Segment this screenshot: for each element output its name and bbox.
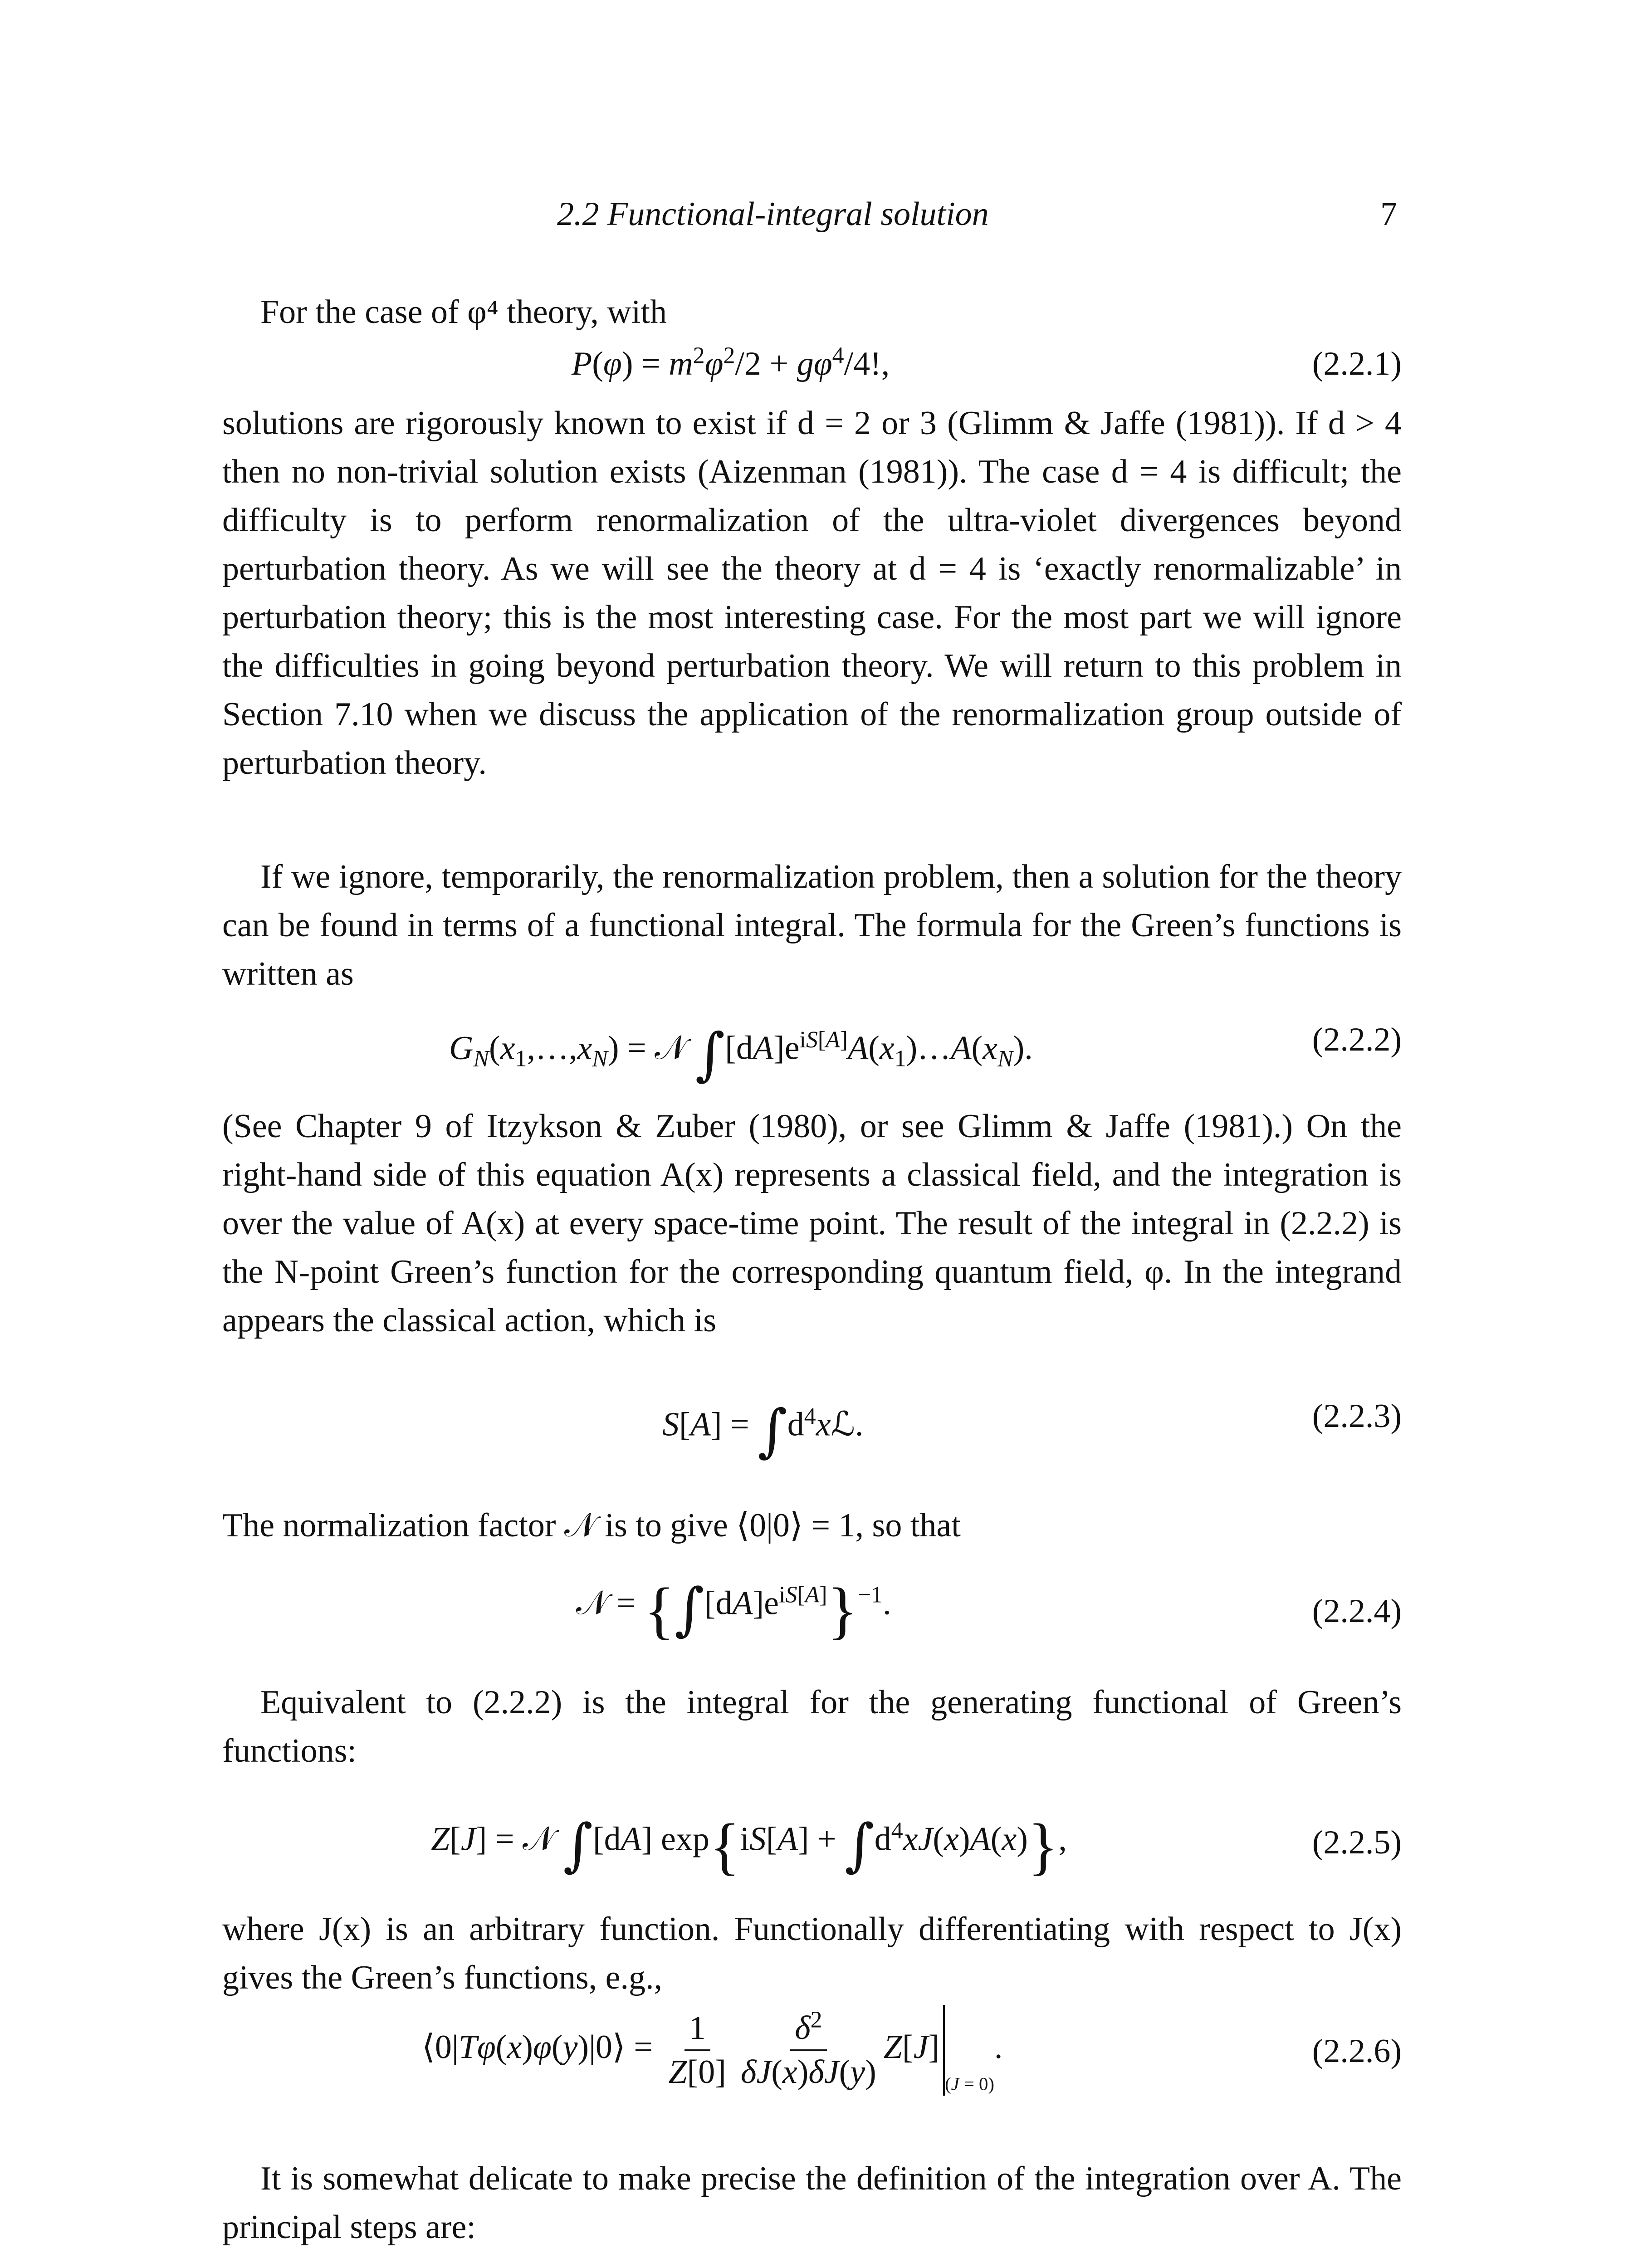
- equation-2-2-4-number: (2.2.4): [1312, 1593, 1402, 1630]
- paragraph-4-text: (See Chapter 9 of Itzykson & Zuber (1980), or see Glimm & Jaffe (1981).) On the right-hand side of this equation A(x) represents a classical field, and the integration is over the value of A(x) at every space-time point. The result of the integral in (2.2.2) is the N-point Green’s function for the corresponding quantum field, φ. In the integrand appears the classical action, which is: [222, 1108, 1402, 1339]
- equation-2-2-1: [222, 342, 1402, 399]
- equation-2-2-6-body: ⟨0|Tφ(x)φ(y)|0⟩ = $\frac{1}{Z[0]}$ $\frac{\delta^2}{\delta J(x)\delta J(y)}$ $Z[J]_{(J = 0)}$.: [422, 2005, 1002, 2096]
- equation-2-2-1-number: (2.2.1): [1312, 345, 1402, 382]
- paragraph-8-text: It is somewhat delicate to make precise the definition of the integration over A. The principal steps are:: [222, 2160, 1402, 2246]
- paragraph-3: [222, 853, 1402, 998]
- running-header: [0, 195, 1633, 245]
- equation-2-2-4: [222, 1565, 1402, 1665]
- paragraph-6: [222, 1678, 1402, 1775]
- paragraph-1-text: For the case of φ⁴ theory, with: [260, 293, 667, 331]
- paragraph-7: [222, 1905, 1402, 2002]
- equation-2-2-5-body: Z[J] = 𝒩 ∫[dA] $\exp\{iS[A] + \int d^4xJ(x)A(x)\}$,: [431, 1811, 1067, 1882]
- paragraph-2: [222, 399, 1402, 787]
- equation-2-2-3-body: $S[A] = \int d^4xℒ$.: [662, 1397, 864, 1464]
- paragraph-3-text: If we ignore, temporarily, the renormalization problem, then a solution for the theory can be found in terms of a functional integral. The formula for the Green’s functions is written as: [222, 858, 1402, 992]
- page-number: 7: [1380, 196, 1397, 233]
- equation-2-2-1-body: $P(\varphi) = m^2\varphi^2/2 + g\varphi^4/4$!,: [572, 342, 890, 382]
- equation-2-2-4-body: 𝒩 = $\{\int[dA]e^{iS[A]}\}^{-1}$.: [576, 1575, 891, 1646]
- paragraph-6-text: Equivalent to (2.2.2) is the integral for the generating functional of Green’s functions:: [222, 1684, 1402, 1769]
- paragraph-4: [222, 1102, 1402, 1345]
- equation-2-2-6-number: (2.2.6): [1312, 2033, 1402, 2070]
- paragraph-2-text: solutions are rigorously known to exist if d = 2 or 3 (Glimm & Jaffe (1981)). If d > 4 then no non-trivial solution exists (Aizenman (1981)). The case d = 4 is difficult; the difficulty is to perform renormalization of the ultra-violet divergences beyond perturbation theory. As we will see the theory at d = 4 is ‘exactly renormalizable’ in perturbation theory; this is the most interesting case. For the most part we will ignore the difficulties in going beyond perturbation theory. We will return to this problem in Section 7.10 when we discuss the application of the renormalization group outside of perturbation theory.: [222, 405, 1402, 782]
- equation-2-2-5: [222, 1796, 1402, 1896]
- running-title: 2.2 Functional-integral solution: [557, 196, 989, 233]
- paragraph-5: [222, 1501, 1402, 1550]
- paragraph-1: [222, 288, 1402, 337]
- equation-2-2-3-number: (2.2.3): [1312, 1398, 1402, 1435]
- equation-2-2-2-number: (2.2.2): [1312, 1021, 1402, 1058]
- equation-2-2-6: [222, 2005, 1402, 2132]
- equation-2-2-5-number: (2.2.5): [1312, 1824, 1402, 1861]
- paragraph-5-text: The normalization factor 𝒩 is to give ⟨0|0⟩ = 1, so that: [222, 1507, 961, 1544]
- equation-2-2-3: [222, 1388, 1402, 1474]
- equation-2-2-2-body: $G_N(x_1,\dots,x_N)$ = 𝒩 $\int[dA]e^{iS[A]}A(x_1)\dots A(x_N)$.: [449, 1021, 1033, 1087]
- paragraph-8: [222, 2155, 1402, 2252]
- paragraph-7-text: where J(x) is an arbitrary function. Functionally differentiating with respect to J(x) gives the Green’s functions, e.g.,: [222, 1911, 1402, 1996]
- equation-2-2-2: [222, 1012, 1402, 1093]
